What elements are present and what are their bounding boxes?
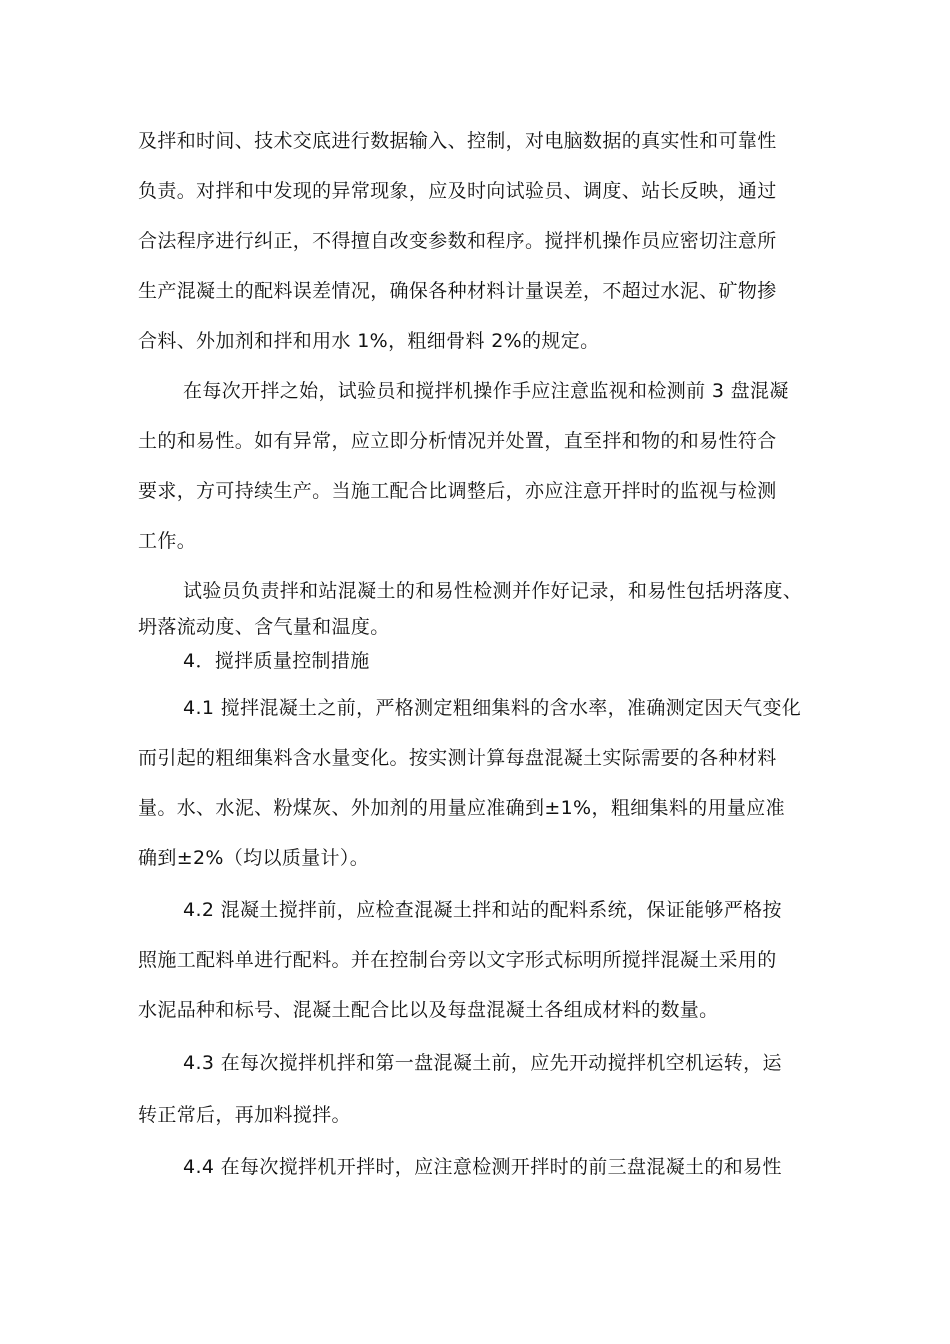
text-line: 而引起的粗细集料含水量变化。按实测计算每盘混凝土实际需要的各种材料 [138,747,777,769]
paragraph-start-line: 4.4 在每次搅拌机开拌时，应注意检测开拌时的前三盘混凝土的和易性 [183,1156,782,1178]
section-heading: 4．搅拌质量控制措施 [183,650,370,672]
paragraph-start-line: 在每次开拌之始，试验员和搅拌机操作手应注意监视和检测前 3 盘混凝 [183,380,789,402]
paragraph-start-line: 试验员负责拌和站混凝土的和易性检测并作好记录，和易性包括坍落度、 [183,580,803,602]
paragraph-start-line: 4.2 混凝土搅拌前，应检查混凝土拌和站的配料系统，保证能够严格按 [183,899,782,921]
text-line: 照施工配料单进行配料。并在控制台旁以文字形式标明所搅拌混凝土采用的 [138,949,777,971]
text-line: 合法程序进行纠正，不得擅自改变参数和程序。搅拌机操作员应密切注意所 [138,230,777,252]
text-line: 转正常后，再加料搅拌。 [138,1104,351,1126]
text-line: 量。水、水泥、粉煤灰、外加剂的用量应准确到±1%，粗细集料的用量应准 [138,797,785,819]
text-line: 要求，方可持续生产。当施工配合比调整后，亦应注意开拌时的监视与检测 [138,480,777,502]
text-line: 及拌和时间、技术交底进行数据输入、控制，对电脑数据的真实性和可靠性 [138,130,777,152]
paragraph-start-line: 4.3 在每次搅拌机拌和第一盘混凝土前，应先开动搅拌机空机运转，运 [183,1052,782,1074]
paragraph-start-line: 4.1 搅拌混凝土之前，严格测定粗细集料的含水率，准确测定因天气变化 [183,697,802,719]
text-line: 工作。 [138,530,197,552]
text-line: 确到±2%（均以质量计）。 [138,847,370,869]
text-line: 坍落流动度、含气量和温度。 [138,616,390,638]
text-line: 土的和易性。如有异常，应立即分析情况并处置，直至拌和物的和易性符合 [138,430,777,452]
text-line: 水泥品种和标号、混凝土配合比以及每盘混凝土各组成材料的数量。 [138,999,719,1021]
text-line: 合料、外加剂和拌和用水 1%，粗细骨料 2%的规定。 [138,330,600,352]
text-line: 生产混凝土的配料误差情况，确保各种材料计量误差，不超过水泥、矿物掺 [138,280,777,302]
text-line: 负责。对拌和中发现的异常现象，应及时向试验员、调度、站长反映，通过 [138,180,777,202]
